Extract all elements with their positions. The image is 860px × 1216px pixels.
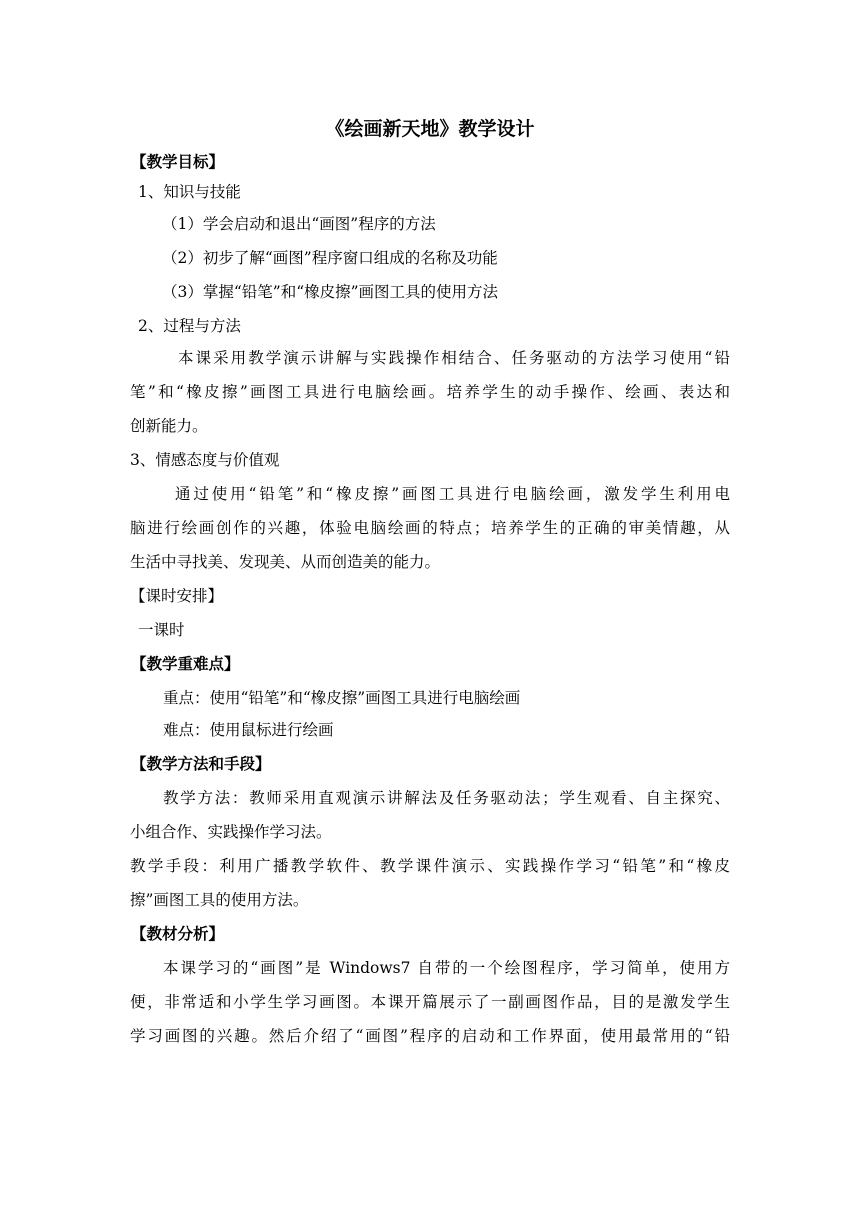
process-line-1: 本课采用教学演示讲解与实践操作相结合、任务驱动的方法学习使用“铅 [178,349,730,367]
means-line-2: 擦”画图工具的使用方法。 [130,891,309,909]
emotion-heading: 3、情感态度与价值观 [130,451,280,469]
analysis-heading: 【教材分析】 [131,924,225,943]
means-line-1: 教学手段：利用广播教学软件、教学课件演示、实践操作学习“铅笔”和“橡皮 [130,857,730,875]
analysis-line-2: 便，非常适和小学生学习画图。本课开篇展示了一副画图作品，目的是激发学生 [130,993,730,1011]
emotion-line-1: 通过使用“铅笔”和“橡皮擦”画图工具进行电脑绘画，激发学生利用电 [175,485,730,503]
process-heading: 2、过程与方法 [138,317,241,335]
emotion-line-2: 脑进行绘画创作的兴趣，体验电脑绘画的特点；培养学生的正确的审美情趣，从 [130,519,730,537]
knowledge-item-2: （2）初步了解“画图”程序窗口组成的名称及功能 [162,249,498,267]
knowledge-heading: 1、知识与技能 [138,183,241,201]
emotion-line-3: 生活中寻找美、发现美、从而创造美的能力。 [130,553,441,571]
objectives-heading: 【教学目标】 [131,152,225,171]
schedule-text: 一课时 [138,621,185,639]
method-line-1: 教学方法：教师采用直观演示讲解法及任务驱动法；学生观看、自主探究、 [163,789,730,807]
keypoints-heading: 【教学重难点】 [131,654,240,673]
method-line-2: 小组合作、实践操作学习法。 [130,823,332,841]
methods-heading: 【教学方法和手段】 [131,754,271,773]
analysis-line-3: 学习画图的兴趣。然后介绍了“画图”程序的启动和工作界面，使用最常用的“铅 [130,1027,730,1045]
analysis-line-1: 本课学习的“画图”是 Windows7 自带的一个绘图程序，学习简单，使用方 [163,959,730,977]
process-line-3: 创新能力。 [130,417,208,435]
schedule-heading: 【课时安排】 [130,587,224,605]
knowledge-item-3: （3）掌握“铅笔”和“橡皮擦”画图工具的使用方法 [162,283,499,301]
keypoint-key: 重点：使用“铅笔”和“橡皮擦”画图工具进行电脑绘画 [163,689,521,707]
knowledge-item-1: （1）学会启动和退出“画图”程序的方法 [162,215,436,233]
document-title: 《绘画新天地》教学设计 [325,118,535,140]
process-line-2: 笔”和“橡皮擦”画图工具进行电脑绘画。培养学生的动手操作、绘画、表达和 [130,383,730,401]
keypoint-difficult: 难点：使用鼠标进行绘画 [163,721,334,739]
